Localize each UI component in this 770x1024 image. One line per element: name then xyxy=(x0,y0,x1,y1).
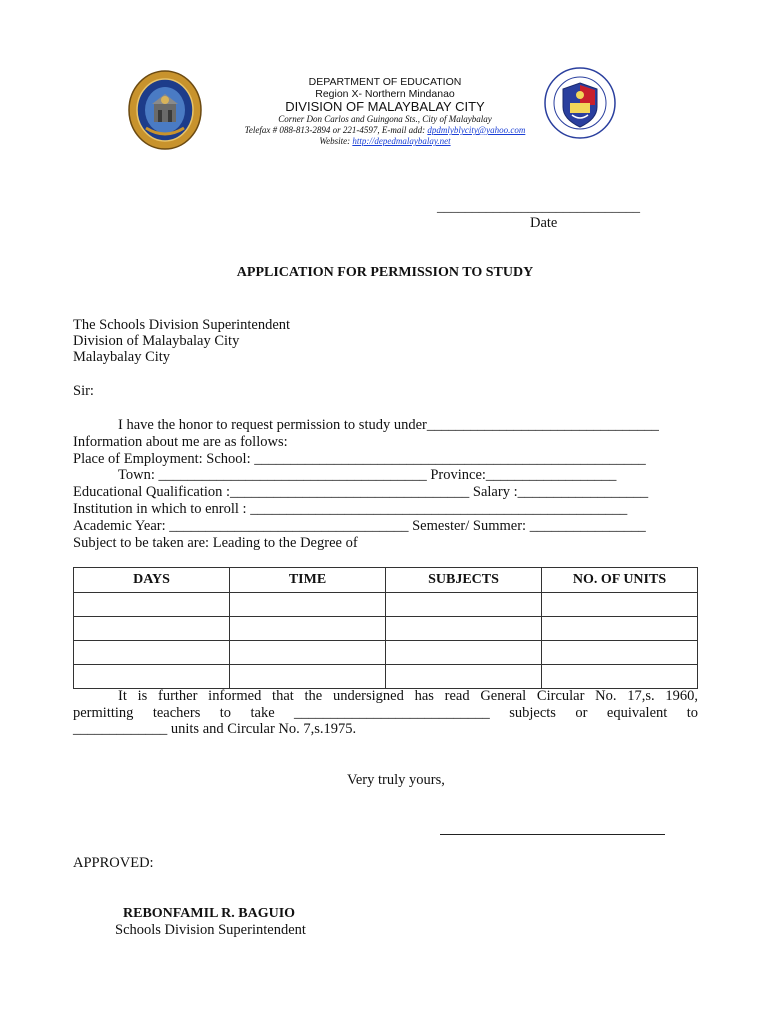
table-cell[interactable] xyxy=(542,641,698,665)
table-cell[interactable] xyxy=(542,593,698,617)
column-header-days: DAYS xyxy=(74,568,230,593)
table-row xyxy=(74,593,698,617)
table-row xyxy=(74,665,698,689)
column-header-time: TIME xyxy=(230,568,386,593)
superintendent-title: Schools Division Superintendent xyxy=(115,922,306,938)
header-region: Region X- Northern Mindanao xyxy=(315,88,455,100)
date-line[interactable]: _____________________________ xyxy=(437,200,640,215)
table-cell[interactable] xyxy=(230,641,386,665)
header-division: DIVISION OF MALAYBALAY CITY xyxy=(285,99,485,114)
institution-field[interactable]: Institution in which to enroll : ____________________________________________________ xyxy=(73,501,628,517)
website-link[interactable]: http://depedmalaybalay.net xyxy=(352,136,451,146)
request-study-field[interactable]: I have the honor to request permission to study under________________________________ xyxy=(118,417,659,433)
table-cell[interactable] xyxy=(386,617,542,641)
table-cell[interactable] xyxy=(386,665,542,689)
addressee-line-1: The Schools Division Superintendent xyxy=(73,317,291,333)
table-cell[interactable] xyxy=(542,617,698,641)
date-label: Date xyxy=(530,215,558,231)
academic-year-field[interactable]: Academic Year: _________________________________ Semester/ Summer: ________________ xyxy=(73,518,646,534)
paragraph-line-2-text: permitting teachers to take ___________________________ subjects or equivalent to xyxy=(73,705,698,721)
document-title: APPLICATION FOR PERMISSION TO STUDY xyxy=(236,265,534,280)
table-cell[interactable] xyxy=(74,593,230,617)
division-seal-icon xyxy=(128,70,202,150)
addressee-line-3: Malaybalay City xyxy=(73,349,171,365)
header-address: Corner Don Carlos and Guingona Sts., City of Malaybalay xyxy=(278,114,492,124)
column-header-subjects: SUBJECTS xyxy=(386,568,542,593)
town-province-field[interactable]: Town: _____________________________________ Province:__________________ xyxy=(118,467,617,483)
website-label: Website: xyxy=(319,136,353,146)
superintendent-name: REBONFAMIL R. BAGUIO xyxy=(123,906,296,921)
table-cell[interactable] xyxy=(386,641,542,665)
email-link[interactable]: dpdmlyblycity@yahoo.com xyxy=(427,125,526,135)
paragraph-line-1 xyxy=(118,688,698,705)
table-row xyxy=(74,641,698,665)
signature-line[interactable] xyxy=(440,834,665,835)
table-header-row xyxy=(74,568,698,593)
approved-label: APPROVED: xyxy=(73,855,154,871)
table-cell[interactable] xyxy=(230,665,386,689)
header-department: DEPARTMENT OF EDUCATION xyxy=(308,76,462,88)
table-cell[interactable] xyxy=(386,593,542,617)
header-website xyxy=(235,136,535,146)
telefax-text: Telefax # 088-813-2894 or 221-4597, E-mail add: xyxy=(244,125,428,135)
subject-degree-label: Subject to be taken are: Leading to the Degree of xyxy=(73,535,358,551)
table-cell[interactable] xyxy=(74,617,230,641)
column-header-units: NO. OF UNITS xyxy=(542,568,698,593)
table-cell[interactable] xyxy=(542,665,698,689)
table-row xyxy=(74,617,698,641)
closing: Very truly yours, xyxy=(347,772,445,788)
employment-school-field[interactable]: Place of Employment: School: ______________________________________________________ xyxy=(73,451,646,467)
table-cell[interactable] xyxy=(74,665,230,689)
header-telefax xyxy=(205,125,565,135)
table-cell[interactable] xyxy=(230,617,386,641)
education-salary-field[interactable]: Educational Qualification :_________________________________ Salary :__________________ xyxy=(73,484,649,500)
salutation: Sir: xyxy=(73,383,94,399)
info-intro: Information about me are as follows: xyxy=(73,434,288,450)
paragraph-line-2[interactable] xyxy=(73,705,698,722)
paragraph-line-1-text: It is further informed that the undersigned has read General Circular No. 17,s. 1960, xyxy=(118,688,698,704)
schedule-table xyxy=(73,567,698,689)
table-cell[interactable] xyxy=(74,641,230,665)
table-cell[interactable] xyxy=(230,593,386,617)
addressee-line-2: Division of Malaybalay City xyxy=(73,333,240,349)
paragraph-line-3[interactable]: _____________ units and Circular No. 7,s.1975. xyxy=(73,721,357,737)
